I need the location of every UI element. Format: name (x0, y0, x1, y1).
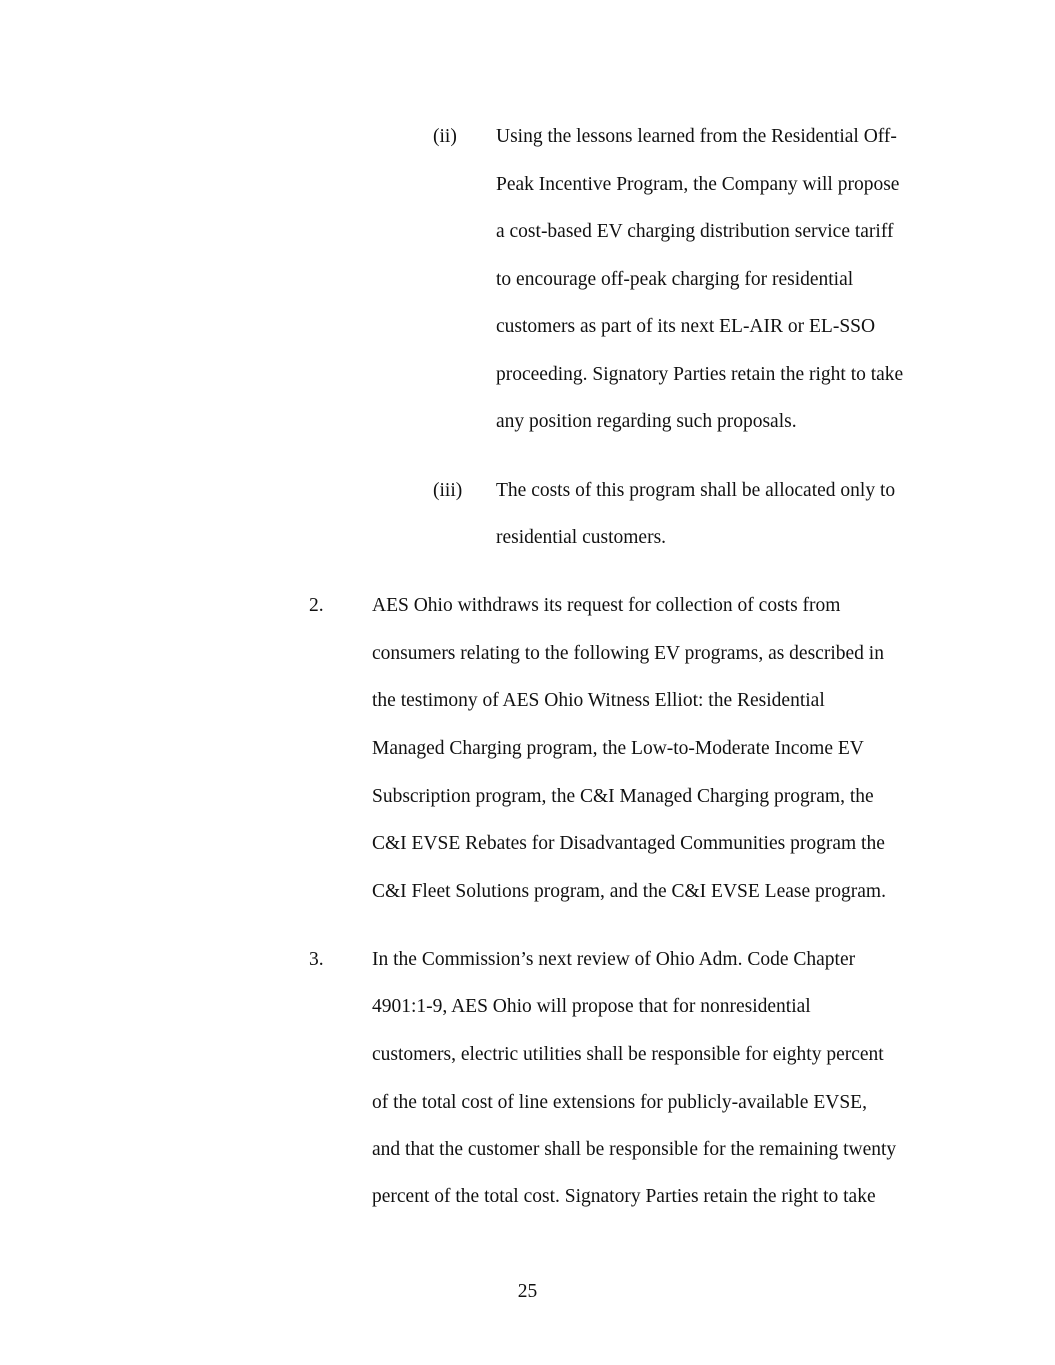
text-line: C&I Fleet Solutions program, and the C&I EVSE Lease program. (372, 881, 886, 902)
page-number: 25 (517, 1281, 538, 1302)
text-line: Using the lessons learned from the Residential Off- (496, 126, 897, 147)
text-line: 4901:1-9, AES Ohio will propose that for nonresidential (372, 996, 811, 1017)
text-line: The costs of this program shall be allocated only to (496, 480, 896, 501)
item-marker: 3. (309, 949, 324, 970)
text-line: a cost-based EV charging distribution service tariff (496, 221, 894, 242)
text-line: Managed Charging program, the Low-to-Moderate Income EV (372, 738, 864, 759)
text-line: to encourage off-peak charging for residential (496, 269, 854, 290)
text-line: of the total cost of line extensions for publicly-available EVSE, (372, 1092, 867, 1113)
text-line: Peak Incentive Program, the Company will propose (496, 174, 900, 195)
text-line: customers as part of its next EL-AIR or EL-SSO (496, 316, 876, 337)
text-line: AES Ohio withdraws its request for collection of costs from (372, 595, 841, 616)
text-line: proceeding. Signatory Parties retain the right to take (496, 364, 904, 385)
text-line: residential customers. (496, 527, 667, 548)
text-line: consumers relating to the following EV programs, as described in (372, 643, 884, 664)
text-line: Subscription program, the C&I Managed Charging program, the (372, 786, 874, 807)
text-line: any position regarding such proposals. (496, 411, 797, 432)
item-marker: (iii) (433, 480, 463, 501)
text-line: In the Commission’s next review of Ohio Adm. Code Chapter (372, 949, 856, 970)
text-line: C&I EVSE Rebates for Disadvantaged Communities program the (372, 833, 885, 854)
text-line: and that the customer shall be responsible for the remaining twenty (372, 1139, 897, 1160)
item-marker: 2. (309, 595, 324, 616)
item-marker: (ii) (433, 126, 457, 147)
text-line: customers, electric utilities shall be responsible for eighty percent (372, 1044, 884, 1065)
text-line: percent of the total cost. Signatory Parties retain the right to take (372, 1186, 876, 1207)
text-line: the testimony of AES Ohio Witness Elliot: the Residential (372, 690, 825, 711)
